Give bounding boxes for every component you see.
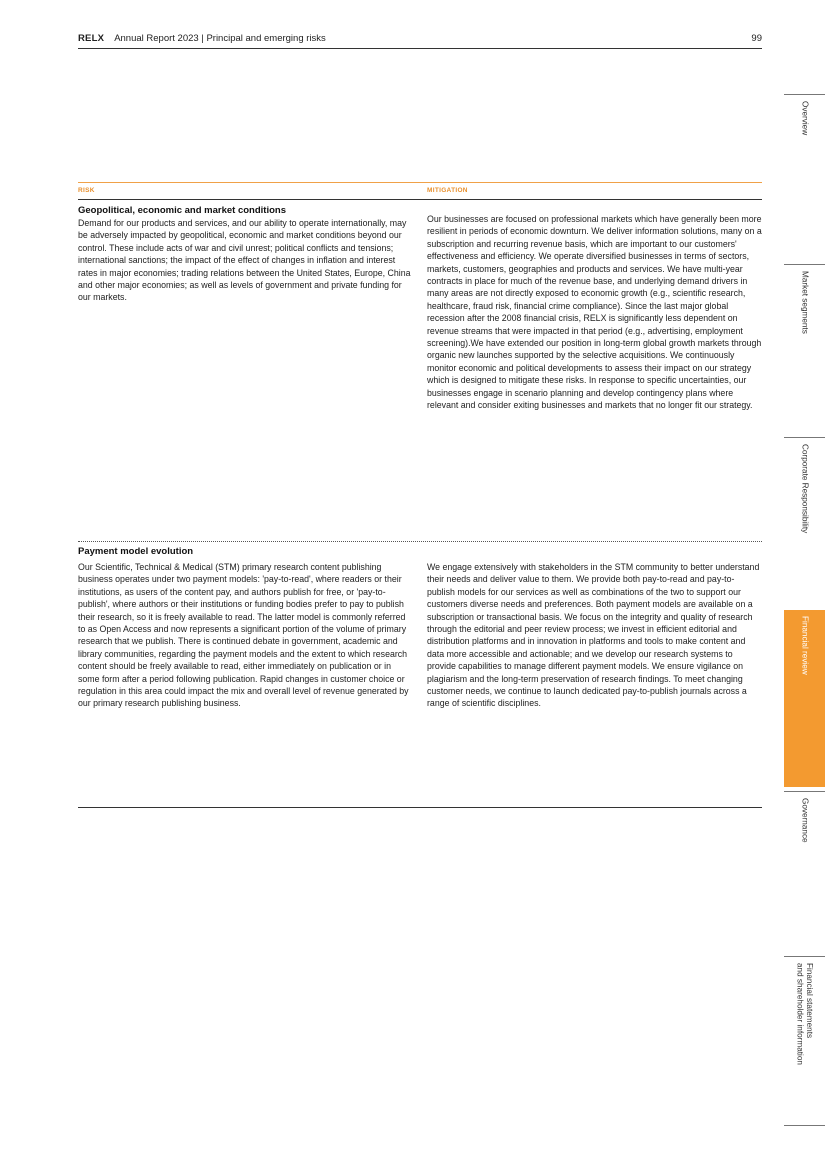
tab-label: Financial statements and shareholder information bbox=[795, 963, 814, 1065]
risk-description: Demand for our products and services, and our ability to operate internationally, may be adversely impacted by geopolitical, economic and market conditions beyond our control. These include acts of war and civil unrest; political conflicts and tensions; international sanctions; the impact of the effect of changes in inflation and interest rates in major economies; trading relations between the United States, Europe, China and other major economies; as well as levels of government and private funding for our markets. bbox=[78, 218, 411, 303]
tab-corporate-responsibility[interactable] bbox=[784, 437, 825, 605]
tab-label: Market segments bbox=[800, 271, 810, 334]
row-divider bbox=[78, 541, 762, 542]
table-bottom-rule bbox=[78, 807, 762, 808]
mitigation-description: We engage extensively with stakeholders in the STM community to better understand their needs and deliver value to them. We provide both pay-to-read and pay-to-publish models for our services as well as combinations of the two to support our customers diverse needs and preferences. Both payment models are available on a subscription or transactional basis. We focus on the integrity and quality of research through the editorial and peer review process; we invest in efficient editorial and distribution platforms and in innovation in platforms and tools to make content and data more accessible and actionable; and we develop our research systems to provide capabilities to manage different payment models. We ensure vigilance on plagiarism and the long-term preservation of research findings. To meet changing customer needs, we continue to launch dedicated pay-to-publish journals across a range of scientific disciplines. bbox=[427, 562, 760, 709]
tab-label: Overview bbox=[800, 101, 810, 136]
risk-row-geopolitical bbox=[78, 205, 762, 411]
tab-label: Financial review bbox=[800, 616, 810, 675]
tab-financial-statements[interactable] bbox=[784, 956, 825, 1125]
report-title: Annual Report 2023 | Principal and emerging risks bbox=[114, 33, 326, 44]
mitigation-description: Our businesses are focused on professional markets which have generally been more resilient in periods of economic downturn. We deliver information solutions, many on a subscription and recurring revenue basis, which are important to our customers' effectiveness and efficiency. We operate diversified businesses in terms of sectors, markets, customers, geographies and products and services. We have multi-year contracts in place for much of the revenue base, and underlying demand drivers in many areas are not directly exposed to economic growth (e.g., scientific research, healthcare, fraud risk, financial crime compliance). Since the last major global recession after the 2008 financial crisis, RELX is significantly less dependent on revenue streams that were impacted in that period (e.g., advertising, employment screening).We have extended our position in long-term global growth markets through organic new launches supported by the selective acquisitions. We continuously monitor economic and political developments to assess their impact on our strategy which is designed to mitigate these risks. In response to specific uncertainties, our businesses engage in scenario planning and develop contingency plans where relevant and consider exiting businesses and markets that no longer fit our strategy. bbox=[427, 214, 762, 411]
header-separator-space bbox=[107, 33, 112, 44]
page-header bbox=[78, 32, 762, 46]
risk-title: Payment model evolution bbox=[78, 546, 194, 557]
risk-description: Our Scientific, Technical & Medical (STM) primary research content publishing business operates under two payment models: 'pay-to-read', where readers or their institutions, as users of the content pay, and authors publish for free, or 'pay-to-publish', where authors or their institutions or funding bodies prefer to pay to publish their research, so it is freely available to read. The latter model is commonly referred to as Open Access and now represents a significant portion of the volume of primary research that we publish. There is continued debate in government, academic and library communities, regarding the payment models and the extent to which research content should be freely available to read, either immediately on publication or in some form after a period following publication. Rapid changes in customer choice or regulation in this area could impact the mix and overall level of revenue generated by our primary research publishing business. bbox=[78, 562, 409, 709]
section-nav-tabs bbox=[784, 94, 825, 1126]
table-header-rule bbox=[78, 199, 762, 200]
tab-governance[interactable] bbox=[784, 791, 825, 951]
page-number: 99 bbox=[751, 33, 762, 44]
tab-overview[interactable] bbox=[784, 94, 825, 256]
tabs-bottom-rule bbox=[784, 1125, 825, 1126]
tab-label: Corporate Responsibility bbox=[800, 444, 810, 534]
column-header-mitigation: MITIGATION bbox=[427, 187, 468, 194]
column-header-risk: RISK bbox=[78, 187, 95, 194]
table-top-rule bbox=[78, 182, 762, 183]
tab-label: Governance bbox=[800, 798, 810, 843]
brand-name: RELX bbox=[78, 33, 105, 44]
header-divider bbox=[78, 48, 762, 49]
tab-market-segments[interactable] bbox=[784, 264, 825, 432]
risk-title: Geopolitical, economic and market conditions bbox=[78, 205, 286, 216]
tab-financial-review[interactable] bbox=[784, 610, 825, 787]
